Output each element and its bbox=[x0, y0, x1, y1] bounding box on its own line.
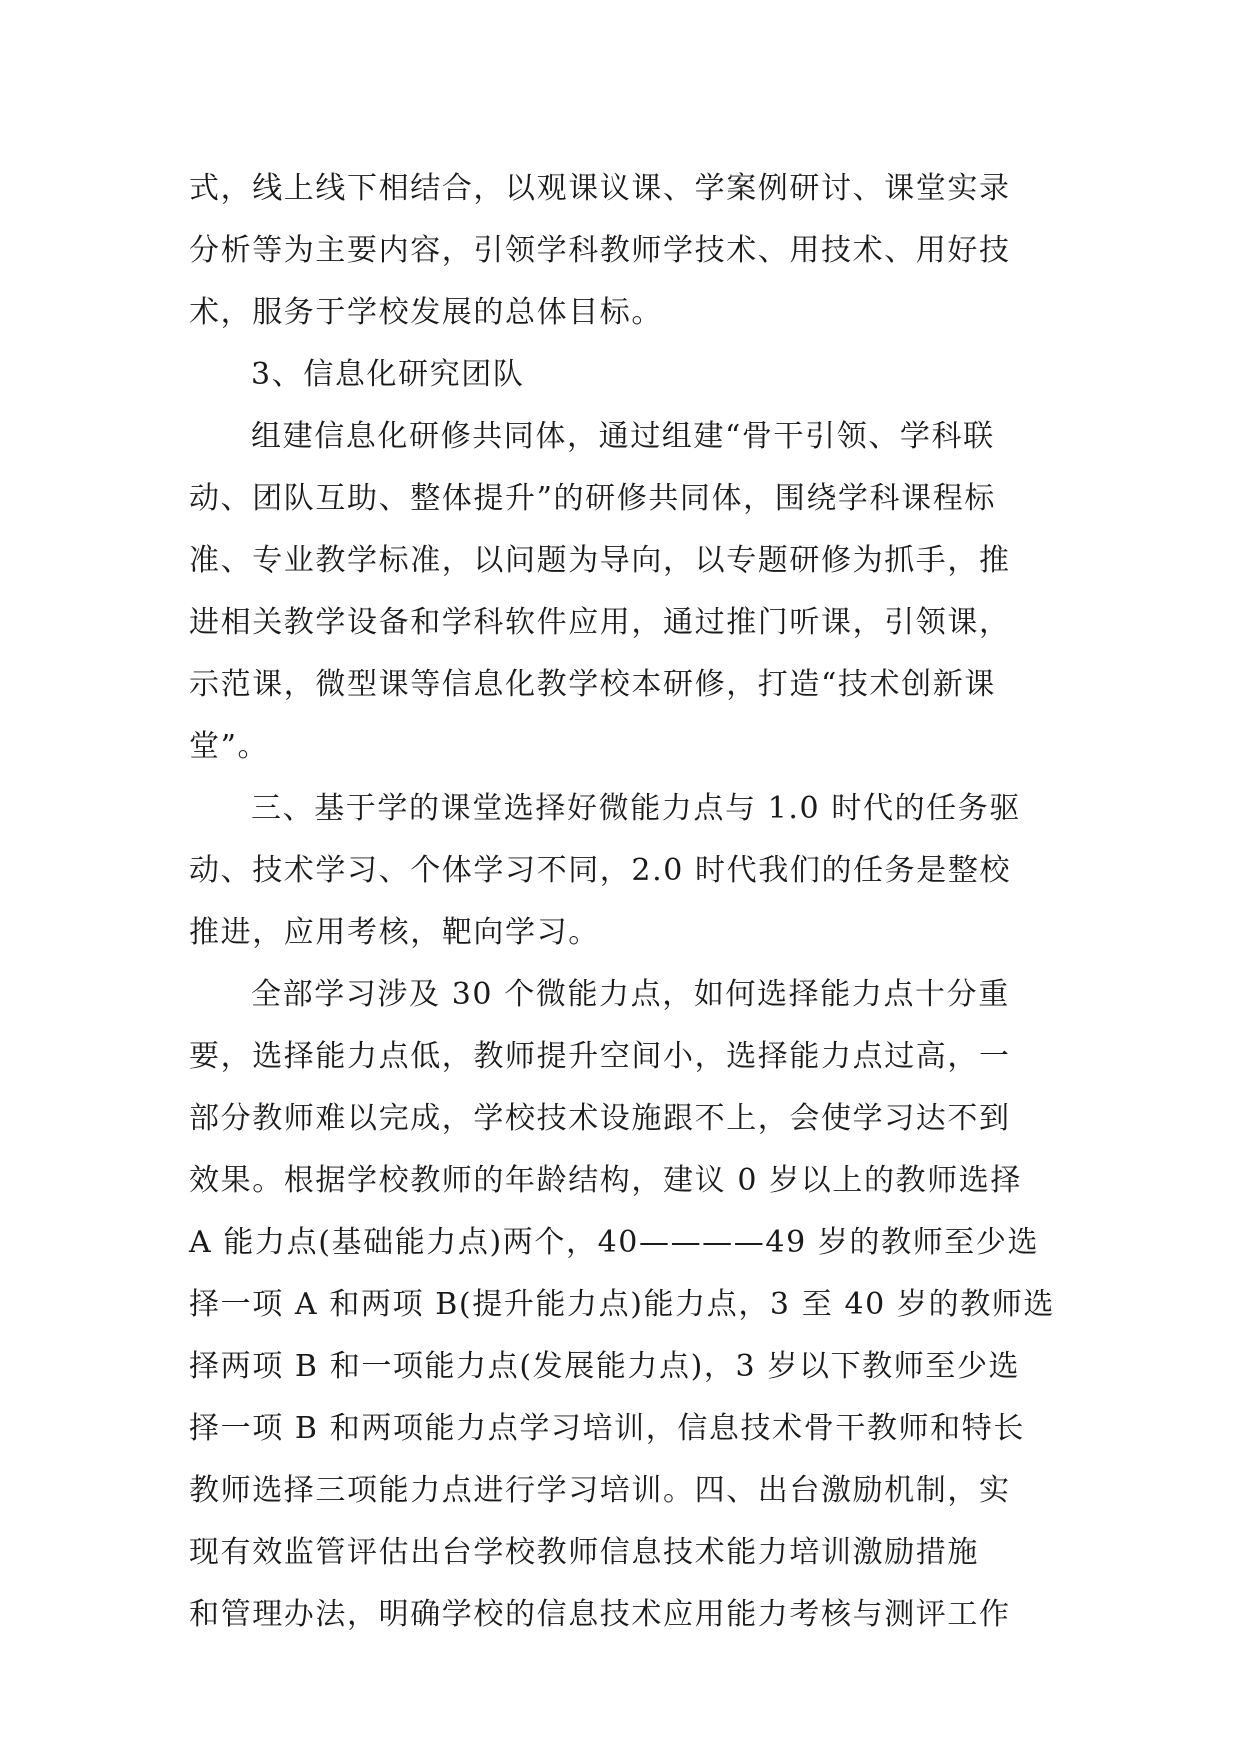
text-line: 部分教师难以完成，学校技术设施跟不上，会使学习达不到 bbox=[189, 1101, 1011, 1136]
text-line: 推进，应用考核，靶向学习。 bbox=[189, 915, 600, 950]
text-line: 堂”。 bbox=[189, 729, 270, 764]
text-line: 三、基于学的课堂选择好微能力点与 1.0 时代的任务驱 bbox=[251, 791, 1021, 826]
text-line: 术，服务于学校发展的总体目标。 bbox=[189, 295, 663, 330]
text-line: 全部学习涉及 30 个微能力点，如何选择能力点十分重 bbox=[251, 977, 1010, 1012]
text-line: 教师选择三项能力点进行学习培训。四、出台激励机制，实 bbox=[189, 1473, 1011, 1508]
text-line: 准、专业教学标准，以问题为导向，以专题研修为抓手，推 bbox=[189, 543, 1011, 578]
text-line: 择两项 B 和一项能力点(发展能力点)，3 岁以下教师至少选 bbox=[189, 1349, 1021, 1384]
document-body bbox=[189, 158, 1069, 1646]
text-line: 和管理办法，明确学校的信息技术应用能力考核与测评工作 bbox=[189, 1597, 1011, 1632]
text-line: 择一项 B 和两项能力点学习培训，信息技术骨干教师和特长 bbox=[189, 1411, 1025, 1446]
text-line: 效果。根据学校教师的年龄结构，建议 0 岁以上的教师选择 bbox=[189, 1163, 1022, 1198]
text-line: 动、团队互助、整体提升”的研修共同体，围绕学科课程标 bbox=[189, 481, 996, 516]
text-line: 3、信息化研究团队 bbox=[251, 357, 525, 392]
text-line: 分析等为主要内容，引领学科教师学技术、用技术、用好技 bbox=[189, 233, 1011, 268]
text-line: 组建信息化研修共同体，通过组建“骨干引领、学科联 bbox=[251, 419, 995, 454]
text-line: 式，线上线下相结合，以观课议课、学案例研讨、课堂实录 bbox=[189, 171, 1011, 206]
text-line: 动、技术学习、个体学习不同，2.0 时代我们的任务是整校 bbox=[189, 853, 1012, 888]
text-line: A 能力点(基础能力点)两个，40————49 岁的教师至少选 bbox=[189, 1225, 1040, 1260]
text-line: 要，选择能力点低，教师提升空间小，选择能力点过高，一 bbox=[189, 1039, 1011, 1074]
text-line: 现有效监管评估出台学校教师信息技术能力培训激励措施 bbox=[189, 1535, 979, 1570]
text-line: 进相关教学设备和学科软件应用，通过推门听课，引领课， bbox=[189, 605, 1011, 640]
text-line: 择一项 A 和两项 B(提升能力点)能力点，3 至 40 岁的教师选 bbox=[189, 1287, 1055, 1322]
text-line: 示范课，微型课等信息化教学校本研修，打造“技术创新课 bbox=[189, 667, 996, 702]
